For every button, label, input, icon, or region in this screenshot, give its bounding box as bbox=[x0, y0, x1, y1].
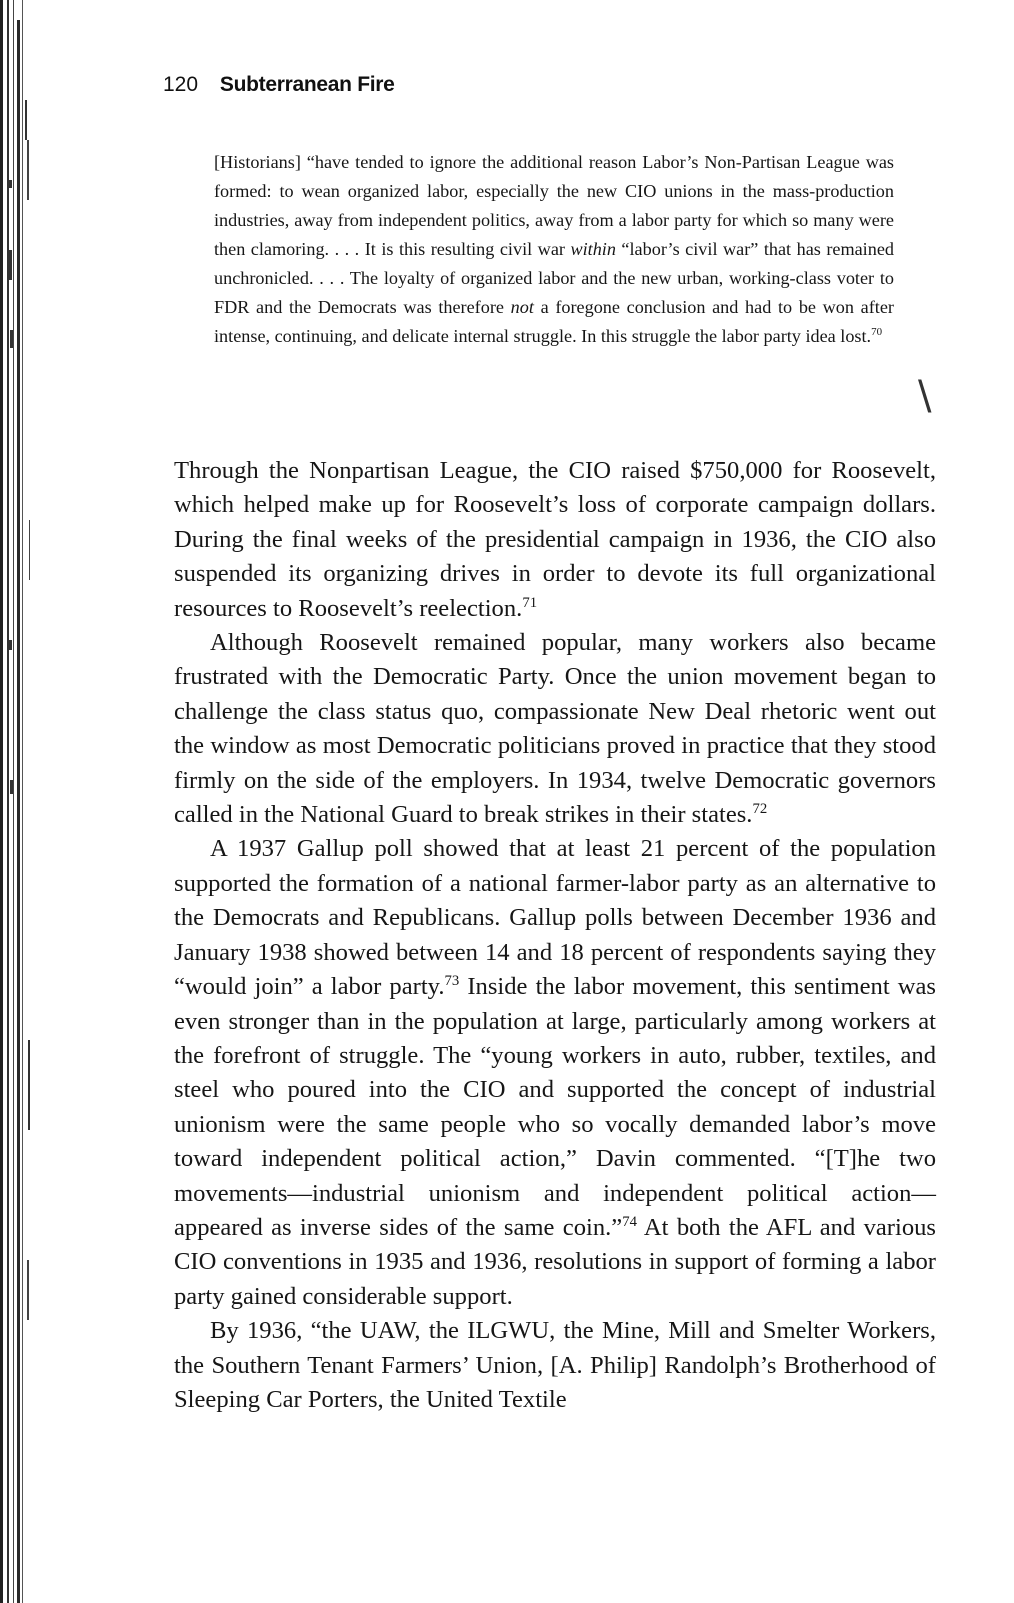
footnote-ref: 70 bbox=[871, 325, 883, 338]
paragraph: By 1936, “the UAW, the ILGWU, the Mine, Mill and Smelter Workers, the Southern Tenant Farmers’ Union, [A. Philip] Randolph’s Brotherhood of Sleeping Car Porters, the United Textile bbox=[174, 1317, 936, 1413]
paragraph: A 1937 Gallup poll showed that at least 21 percent of the population supported the formation of a national farmer-labor party as an alternative to the Democrats and Republicans. Gallup polls between December 1936 and January 1938 showed between 14 and 18 percent of respondents saying they “would join” a labor party.$^{73}$ Inside the labor movement, this sentiment was even stronger than in the population at large, particularly among workers at the forefront of struggle. The “young workers in auto, rubber, textiles, and steel who poured into the CIO and supported the concept of industrial unionism were the same people who so vocally demanded labor’s move toward independent political action,” Davin commented. “[T]he two movements—industrial unionism and independent political action—appeared as inverse sides of the same coin.”$^{74}$ At both the AFL and various CIO conventions in 1935 and 1936, resolutions in support of forming a labor party gained considerable support. bbox=[174, 835, 937, 1310]
scan-binding-edge bbox=[0, 0, 44, 1603]
paragraph: Through the Nonpartisan League, the CIO raised $750,000 for Roosevelt, which helped make up for Roosevelt’s loss of corporate campaign dollars. During the final weeks of the presidential campaign in 1936, the CIO also suspended its organizing drives in order to devote its full organizational resources to Roosevelt’s reelection.$^{71}$ bbox=[174, 457, 936, 622]
running-title: Subterranean Fire bbox=[219, 73, 395, 96]
block-quote-text: [Historians] “have tended to ignore the additional reason Labor’s Non-Partisan League was formed: to wean organized labor, especially the new CIO unions in the mass-production industries, away from independent politics, away from a labor party for which so many were then clamoring. . . . It is this resulting civil war within “labor’s civil war” that has remained unchronicled. . . . The loyalty of organized labor and the new urban, working-class voter to FDR and the Democrats was therefore not a foregone conclusion and had to be won after intense, continuing, and delicate internal struggle. In this struggle the labor party idea lost.$^{70}$ bbox=[214, 152, 894, 346]
body-text bbox=[174, 454, 936, 1417]
footnote-ref: 72 bbox=[752, 800, 768, 817]
block-quote bbox=[214, 148, 894, 351]
footnote-ref: 71 bbox=[522, 594, 538, 611]
emphasis-not: not bbox=[510, 297, 534, 317]
paragraph: Although Roosevelt remained popular, many workers also became frustrated with the Democratic Party. Once the union movement began to challenge the class status quo, compassionate New Deal rhetoric went out the window as most Democratic politicians proved in practice that they stood firmly on the side of the employers. In 1934, twelve Democratic governors called in the National Guard to break strikes in their states.$^{72}$ bbox=[174, 629, 936, 829]
page-number: 120 bbox=[163, 73, 199, 96]
emphasis-within: within bbox=[570, 239, 616, 259]
running-header bbox=[163, 73, 943, 97]
footnote-ref: 74 bbox=[622, 1213, 637, 1230]
footnote-ref: 73 bbox=[444, 972, 460, 989]
margin-mark: \ bbox=[918, 373, 932, 419]
